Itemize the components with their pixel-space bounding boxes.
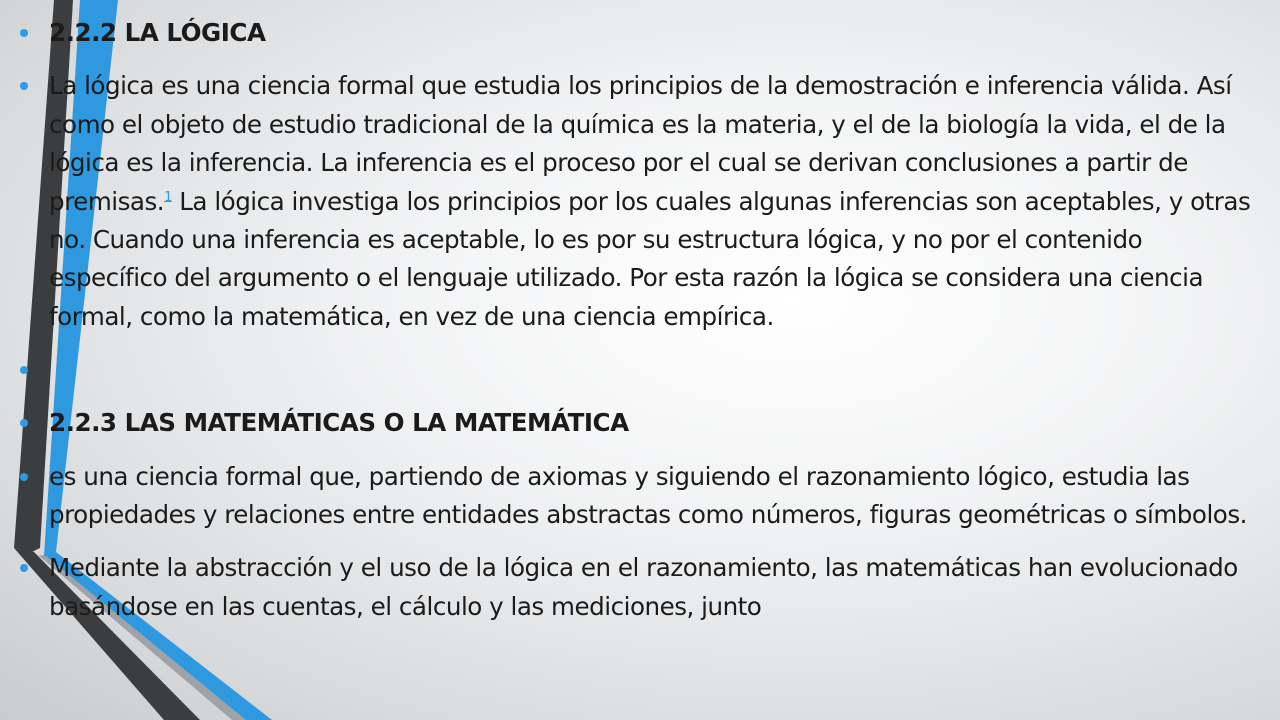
- math-paragraph-2: Mediante la abstracción y el uso de la lógica en el razonamiento, las matemáticas han evolucionado basándose en las cuentas, el cálculo y las mediciones, junto: [20, 549, 1260, 626]
- empty-bullet: [20, 351, 1260, 389]
- logic-paragraph-text-cont: La lógica investiga los principios por los cuales algunas inferencias son aceptables, y otras no. Cuando una inferencia es aceptable, lo es por su estructura lógica, y no por el contenido específico del argumento o el lenguaje utilizado. Por esta razón la lógica se considera una ciencia formal, como la matemática, en vez de una ciencia empírica.: [49, 186, 1251, 331]
- footnote-link[interactable]: 1: [164, 189, 172, 205]
- slide-content: [20, 14, 1260, 626]
- bullet-list: [20, 14, 1260, 626]
- logic-paragraph: [20, 67, 1260, 336]
- section-heading-logic: 2.2.2 LA LÓGICA: [20, 14, 1260, 52]
- logic-paragraph-text: La lógica es una ciencia formal que estudia los principios de la demostración e inferencia válida. Así como el objeto de estudio tradicional de la química es la materia, y el de la biología la vida, el de la lógica es la inferencia. La inferencia es el proceso por el cual se derivan conclusiones a partir de premisas.: [49, 71, 1232, 216]
- section-heading-math: 2.2.3 LAS MATEMÁTICAS O LA MATEMÁTICA: [20, 404, 1260, 442]
- math-paragraph-1: es una ciencia formal que, partiendo de axiomas y siguiendo el razonamiento lógico, estudia las propiedades y relaciones entre entidades abstractas como números, figuras geométricas o símbolos.: [20, 458, 1260, 535]
